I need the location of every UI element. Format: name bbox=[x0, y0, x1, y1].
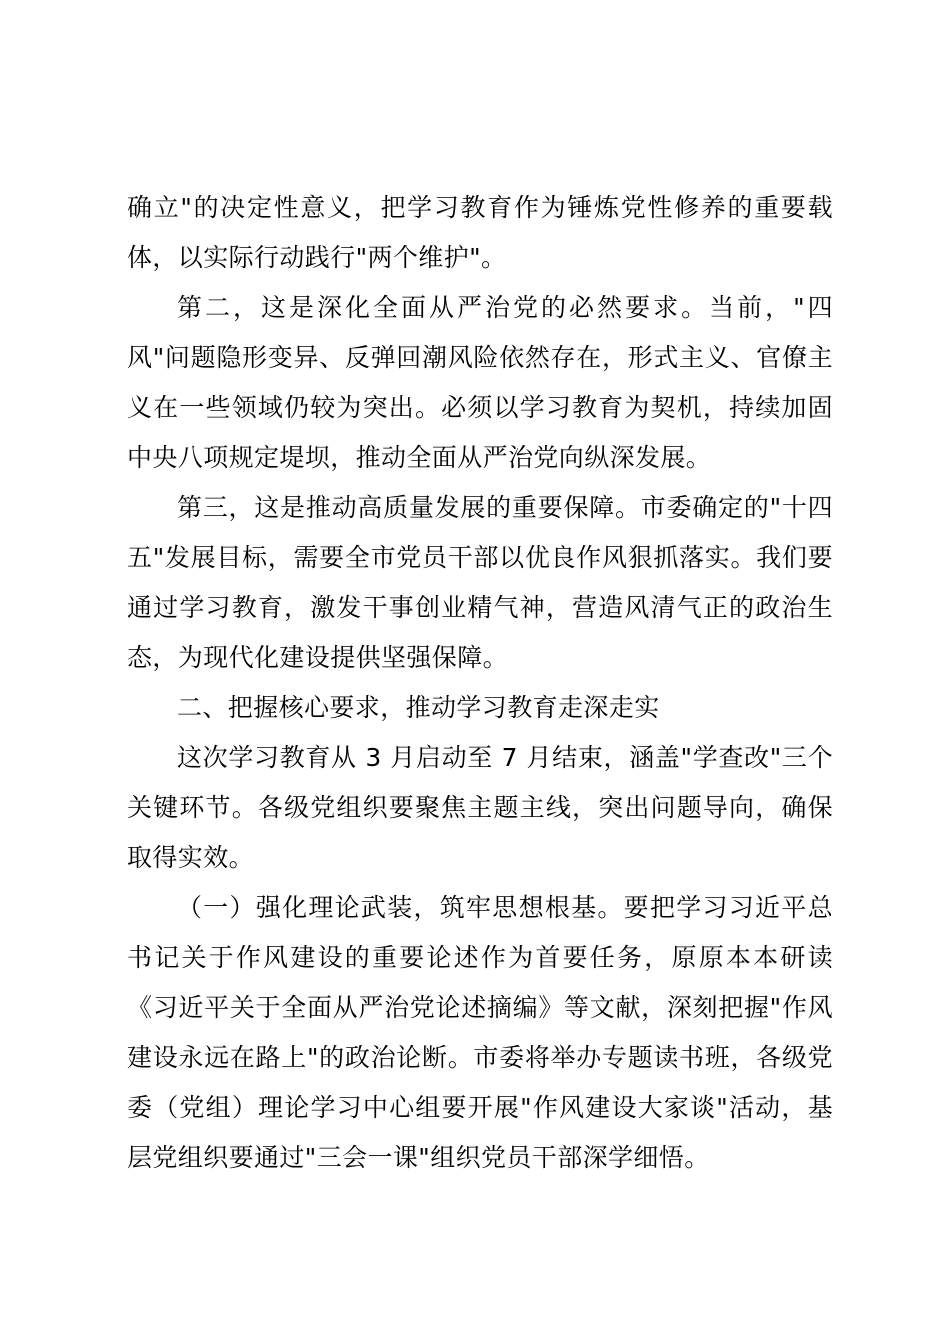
paragraph-second-point: 第二，这是深化全面从严治党的必然要求。当前，"四风"问题隐形变异、反弹回潮风险依然存在，形式主义、官僚主义在一些领域仍较为突出。必须以学习教育为契机，持续加固中央八项规定堤坝，推动全面从严治党向纵深发展。 bbox=[127, 293, 833, 472]
paragraph-continuation: 确立"的决定性意义，把学习教育作为锤炼党性修养的重要载体，以实际行动践行"两个维护"。 bbox=[127, 193, 833, 272]
paragraph-study-period: 这次学习教育从 3 月启动至 7 月结束，涵盖"学查改"三个关键环节。各级党组织要聚焦主题主线，突出问题导向，确保取得实效。 bbox=[127, 743, 833, 872]
paragraph-third-point: 第三，这是推动高质量发展的重要保障。市委确定的"十四五"发展目标，需要全市党员干部以优良作风狠抓落实。我们要通过学习教育，激发干事创业精气神，营造风清气正的政治生态，为现代化建设提供坚强保障。 bbox=[127, 493, 833, 672]
section-heading: 二、把握核心要求，推动学习教育走深走实 bbox=[177, 693, 660, 722]
document-body bbox=[127, 183, 833, 1183]
paragraph-theory-armament: （一）强化理论武装，筑牢思想根基。要把学习习近平总书记关于作风建设的重要论述作为首要任务，原原本本研读《习近平关于全面从严治党论述摘编》等文献，深刻把握"作风建设永远在路上"的政治论断。市委将举办专题读书班，各级党委（党组）理论学习中心组要开展"作风建设大家谈"活动，基层党组织要通过"三会一课"组织党员干部深学细悟。 bbox=[127, 893, 833, 1172]
